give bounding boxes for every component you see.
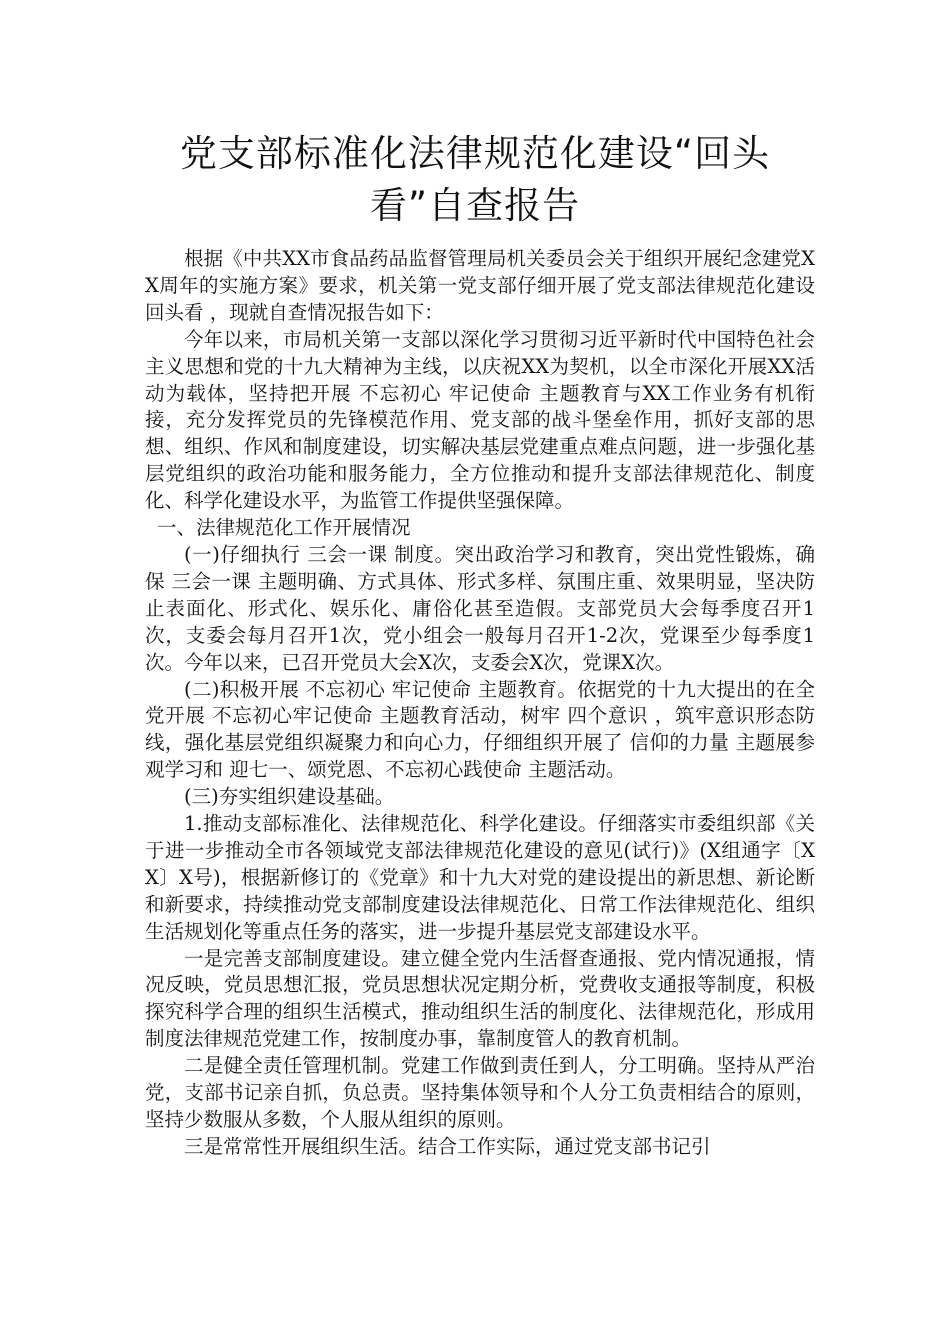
title-line-1: 党支部标准化法律规范化建设“回头 xyxy=(179,132,771,175)
paragraph-point-3: 三是常常性开展组织生活。结合工作实际，通过党支部书记引 xyxy=(184,1134,711,1158)
document-title xyxy=(120,128,830,232)
paragraph-item-2: (二)积极开展 不忘初心 牢记使命 主题教育。依据党的十九大提出的在全党开展 不忘初心牢记使命 主题教育活动，树牢 四个意识 ，筑牢意识形态防线，强化基层党组织凝聚力和向心力，仔细组织开展了 信仰的力量 主题展参观学习和 迎七一、颂党恩、不忘初心践使命 主题活动。 xyxy=(145,677,815,782)
paragraph-point-2: 二是健全责任管理机制。党建工作做到责任到人，分工明确。坚持从严治党，支部书记亲自抓，负总责。坚持集体领导和个人分工负责相结合的原则，坚持少数服从多数，个人服从组织的原则。 xyxy=(145,1054,815,1131)
paragraph-intro: 根据《中共XX市食品药品监督管理局机关委员会关于组织开展纪念建党XX周年的实施方案》要求，机关第一党支部仔细开展了党支部法律规范化建设 回头看 ，现就自查情况报告如下： xyxy=(145,247,815,324)
title-line-2: 看”自查报告 xyxy=(369,184,581,227)
paragraph-item-3: (三)夯实组织建设基础。 xyxy=(184,785,395,809)
paragraph-overview: 今年以来，市局机关第一支部以深化学习贯彻习近平新时代中国特色社会主义思想和党的十九大精神为主线，以庆祝XX为契机，以全市深化开展XX活动为载体，坚持把开展 不忘初心 牢记使命 主题教育与XX工作业务有机衔接，充分发挥党员的先锋模范作用、党支部的战斗堡垒作用，抓好支部的思想、组织、作风和制度建设，切实解决基层党建重点难点问题，进一步强化基层党组织的政治功能和服务能力，全方位推动和提升支部法律规范化、制度化、科学化建设水平，为监管工作提供坚强保障。 xyxy=(145,327,815,513)
paragraph-point-1: 一是完善支部制度建设。建立健全党内生活督查通报、党内情况通报，情况反映，党员思想汇报，党员思想状况定期分析，党费收支通报等制度，积极探究科学合理的组织生活模式，推动组织生活的制度化、法律规范化，形成用制度法律规范党建工作，按制度办事，靠制度管人的教育机制。 xyxy=(145,946,815,1051)
paragraph-subitem-1: 1.推动支部标准化、法律规范化、科学化建设。仔细落实市委组织部《关于进一步推动全市各领域党支部法律规范化建设的意见(试行)》(X组通字〔XX〕X号)，根据新修订的《党章》和十九大对党的建设提出的新思想、新论断和新要求，持续推动党支部制度建设法律规范化、日常工作法律规范化、组织生活规划化等重点任务的落实，进一步提升基层党支部建设水平。 xyxy=(145,812,815,943)
paragraph-item-1: (一)仔细执行 三会一课 制度。突出政治学习和教育，突出党性锻炼，确保 三会一课 主题明确、方式具体、形式多样、氛围庄重、效果明显，坚决防止表面化、形式化、娱乐化、庸俗化甚至造假。支部党员大会每季度召开1次，支委会每月召开1次，党小组会一般每月召开1-2次，党课至少每季度1次。今年以来，已召开党员大会X次，支委会X次，党课X次。 xyxy=(145,542,815,674)
document-body xyxy=(145,246,815,1161)
section-heading: 一、法律规范化工作开展情况 xyxy=(157,516,411,540)
